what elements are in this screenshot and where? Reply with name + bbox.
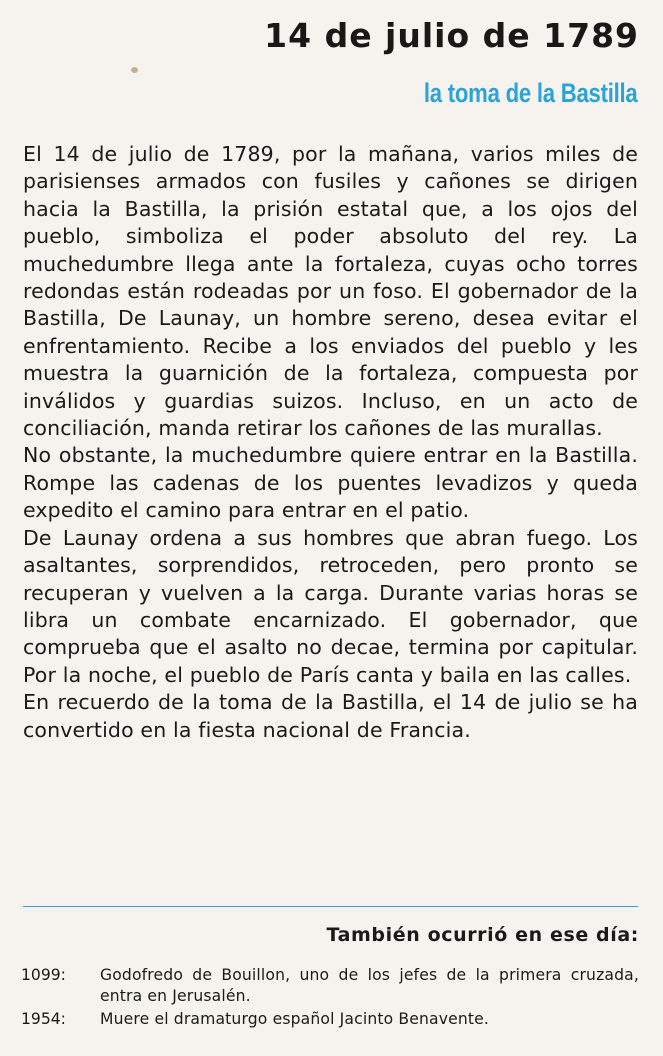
event-item — [21, 1009, 639, 1030]
page-title: 14 de julio de 1789 — [264, 16, 639, 55]
paragraph: En recuerdo de la toma de la Bastilla, el 14 de julio se ha convertido en la fiesta nacional de Francia. — [23, 690, 638, 742]
event-year: 1099: — [21, 966, 66, 984]
article-body — [23, 141, 638, 744]
also-happened-heading: También ocurrió en ese día: — [326, 924, 639, 946]
event-item — [21, 965, 639, 1007]
paragraph: De Launay ordena a sus hombres que abran fuego. Los asaltantes, sorprendidos, retroceden, pero pronto se recuperan y vuelven a la carga. Durante varias horas se libra un combate encarnizado. El gobernador, que comprueba que el asalto no decae, termina por capitular. Por la noche, el pueblo de París canta y baila en las calles. — [23, 525, 638, 687]
event-text: Muere el dramaturgo español Jacinto Benavente. — [100, 1010, 490, 1028]
paragraph: El 14 de julio de 1789, por la mañana, varios miles de parisienses armados con fusiles y cañones se dirigen hacia la Bastilla, la prisión estatal que, a los ojos del pueblo, simboliza el poder absoluto del rey. La muchedumbre llega ante la fortaleza, cuyas ocho torres redondas están rodeadas por un foso. El gobernador de la Bastilla, De Launay, un hombre sereno, desea evitar el enfrentamiento. Recibe a los enviados del pueblo y les muestra la guarnición de la fortaleza, compuesta por inválidos y guardias suizos. Incluso, en un acto de conciliación, manda retirar los cañones de las murallas. — [23, 142, 638, 441]
events-list — [21, 965, 639, 1032]
event-year: 1954: — [21, 1010, 66, 1028]
paper-stain — [131, 67, 138, 73]
page-subtitle: la toma de la Bastilla — [423, 78, 637, 108]
section-divider — [23, 906, 638, 907]
paragraph: No obstante, la muchedumbre quiere entrar en la Bastilla. Rompe las cadenas de los puentes levadizos y queda expedito el camino para entrar en el patio. — [23, 443, 638, 523]
event-text: Godofredo de Bouillon, uno de los jefes de la primera cruzada, entra en Jerusalén. — [100, 966, 639, 1005]
